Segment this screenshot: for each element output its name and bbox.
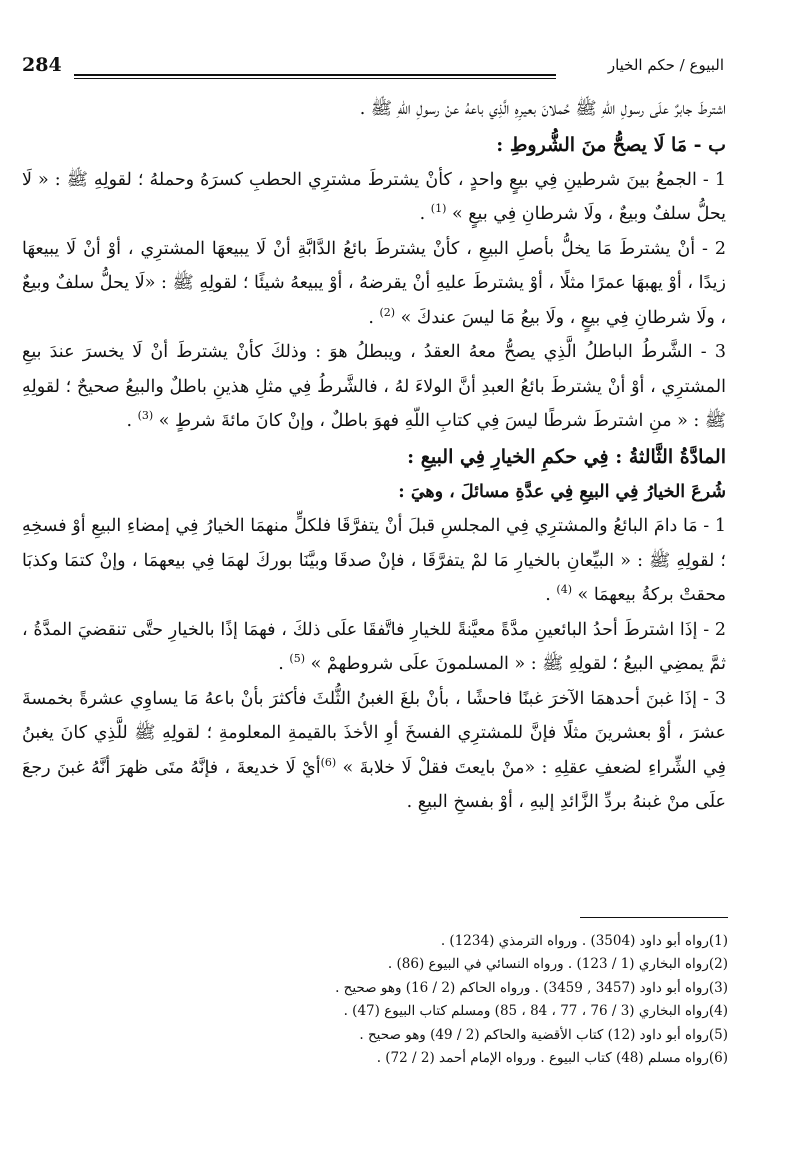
footnote-divider	[580, 917, 728, 918]
paragraph	[22, 682, 726, 820]
footnote-ref: (4)	[556, 583, 572, 597]
page-header	[22, 54, 724, 84]
paragraph: شُرعَ الخيارُ فِي البيعِ فِي عدَّةِ مسائلَ ، وهيَ :	[398, 481, 726, 502]
paragraph: 2 - إذَا اشترطَ أحدُ البائعينِ مدَّةً معيَّنةً للخيارِ فاتَّفقَا علَى ذلكَ ، فهمَا إذًا بالخيارِ حتَّى تنقضيَ المدَّةُ ، ثمَّ يمضِي البيعُ ؛ لقولِهِ ﷺ : « المسلمونَ علَى شروطهمْ » $^{(5)}$ .	[22, 619, 726, 674]
section-heading: المادَّةُ الثَّالثةُ : فِي حكمِ الخيارِ فِي البيعِ :	[407, 445, 726, 468]
footnote-ref: (1)	[430, 202, 447, 216]
footnote: (4)رواه البخاري (3 / 76 ، 77 ، 84 ، 85) ومسلم كتاب البيوع (47) .	[343, 1003, 728, 1020]
paragraph-text: 2 - إذَا اشترطَ أحدُ البائعينِ مدَّةً معيَّنةً للخيارِ فاتَّفقَا علَى ذلكَ ، فهمَا إذًا بالخيارِ حتَّى تنقضيَ المدَّةُ ، ثمَّ يمضِي البيعُ ؛ لقولِهِ ﷺ : « المسلمونَ علَى شروطهمْ »	[22, 619, 726, 674]
paragraph-text: 1 - مَا دامَ البائعُ والمشترِي فِي المجلسِ قبلَ أنْ يتفرَّقَا فلكلٍّ منهمَا الخيارُ فِي إمضاءِ البيعِ أوْ فسخِهِ ؛ لقولِهِ ﷺ : « البيِّعانِ بالخيارِ مَا لمْ يتفرَّقَا ، فإنْ صدقَا وبيَّنَا بوركَ لهمَا فِي بيعهمَا ، وإنْ كتمَا وكذبَا محقتْ بركةُ بيعهمَا »	[22, 516, 726, 605]
paragraph-text: 2 - أنْ يشترطَ مَا يخلُّ بأصلِ البيعِ ، كأنْ يشترطَ بائعُ الدَّابَّةِ أنْ لَا يبيعهَا المشترِي ، أوْ أنْ لَا يبيعهَا زيدًا ، أوْ يهبهَا عمرًا مثلًا ، أوْ يشترطَ عليهِ أنْ يقرضهُ ، أوْ يبيعهُ شيئًا ؛ لقولِهِ ﷺ : «لَا يحلُّ سلفٌ وبيعٌ ، ولَا شرطانِ فِي بيعٍ ، ولَا بيعُ مَا ليسَ عندكَ »	[22, 238, 726, 328]
footnote-ref: (2)	[379, 305, 396, 319]
footnote: (3)رواه أبو داود (3457 , 3459) . ورواه الحاكم (2 / 16) وهو صحيح .	[335, 979, 728, 996]
footnote: (6)رواه مسلم (48) كتاب البيوع . ورواه الإمام أحمد (2 / 72) .	[376, 1050, 728, 1067]
footnote-ref: (3)	[137, 409, 154, 423]
paragraph: 1 - الجمعُ بينَ شرطينِ فِي بيعٍ واحدٍ ، كأنْ يشترطَ مشترِي الحطبِ كسرَهُ وحملهُ ؛ لقولِهِ ﷺ : « لَا يحلُّ سلفٌ وبيعٌ ، ولَا شرطانِ فِي بيعٍ » $^{(1)}$ .	[22, 169, 726, 224]
paragraph: 1 - مَا دامَ البائعُ والمشترِي فِي المجلسِ قبلَ أنْ يتفرَّقَا فلكلٍّ منهمَا الخيارُ فِي إمضاءِ البيعِ أوْ فسخِهِ ؛ لقولِهِ ﷺ : « البيِّعانِ بالخيارِ مَا لمْ يتفرَّقَا ، فإنْ صدقَا وبيَّنَا بوركَ لهمَا فِي بيعهمَا ، وإنْ كتمَا وكذبَا محقتْ بركةُ بيعهمَا » $^{(4)}$ .	[22, 516, 726, 605]
paragraph-text: 3 - الشَّرطُ الباطلُ الَّذِي يصحُّ معهُ العقدُ ، ويبطلُ هوَ : وذلكَ كأنْ يشترطَ أنْ لَا يخسرَ عندَ بيعِ المشترِي ، أوْ أنْ يشترطَ بائعُ العبدِ أنَّ الولاءَ لهُ ، فالشَّرطُ فِي مثلِ هذينِ باطلٌ والبيعُ صحيحٌ ؛ لقولِهِ ﷺ : « منِ اشترطَ شرطًا ليسَ فِي كتابِ اللّهِ فهوَ باطلٌ ، وإنْ كانَ مائةَ شرطٍ »	[22, 342, 726, 431]
paragraph-text: أيْ لَا خديعةَ ، فإنَّهُ متَى ظهرَ أنَّهُ غبنَ رجعَ علَى منْ غبنهُ بردِّ الزَّائدِ إليهِ ، أوْ بفسخِ البيعِ .	[22, 757, 726, 812]
page-number: 284	[22, 54, 62, 76]
paragraph: 3 - الشَّرطُ الباطلُ الَّذِي يصحُّ معهُ العقدُ ، ويبطلُ هوَ : وذلكَ كأنْ يشترطَ أنْ لَا يخسرَ عندَ بيعِ المشترِي ، أوْ أنْ يشترطَ بائعُ العبدِ أنَّ الولاءَ لهُ ، فالشَّرطُ فِي مثلِ هذينِ باطلٌ والبيعُ صحيحٌ ؛ لقولِهِ ﷺ : « منِ اشترطَ شرطًا ليسَ فِي كتابِ اللّهِ فهوَ باطلٌ ، وإنْ كانَ مائةَ شرطٍ » $^{(3)}$ .	[22, 342, 726, 431]
paragraph-text: 1 - الجمعُ بينَ شرطينِ فِي بيعٍ واحدٍ ، كأنْ يشترطَ مشترِي الحطبِ كسرَهُ وحملهُ ؛ لقولِهِ ﷺ : « لَا يحلُّ سلفٌ وبيعٌ ، ولَا شرطانِ فِي بيعٍ »	[22, 169, 726, 224]
header-rule	[74, 74, 556, 79]
footnote: (2)رواه البخاري (1 / 123) . ورواه النسائي في البيوع (86) .	[387, 956, 728, 973]
footnote: (1)رواه أبو داود (3504) . ورواه الترمذي (1234) .	[440, 933, 728, 949]
paragraph: اشترطَ جابرٌ علَى رسولِ اللّهِ ﷺ حُملانَ بعيرِهِ الَّذِي باعهُ عنْ رسولِ اللّهِ ﷺ .	[359, 99, 726, 119]
section-heading: ب - مَا لَا يصحُّ منَ الشُّروطِ :	[496, 133, 726, 156]
paragraph-text: 3 - إذَا غبنَ أحدهمَا الآخرَ غبنًا فاحشًا ، بأنْ بلغَ الغبنُ الثُّلثَ فأكثرَ بأنْ باعهُ مَا يساوِي عشرةً بخمسةَ عشرَ ، أوْ بعشرينَ مثلًا فإنَّ للمشترِي الفسخَ أوِ الأخذَ بالقيمةِ المعلومةِ ؛ لقولِهِ ﷺ للَّذِي كانَ يغبنُ فِي الشِّراءِ لضعفِ عقلِهِ : «منْ بايعتَ فقلْ لَا خلابةَ »	[22, 688, 726, 778]
footnote-ref: (6)	[320, 755, 337, 769]
main-text	[22, 92, 726, 820]
footnote-ref: (5)	[289, 652, 305, 666]
footnote: (5)رواه أبو داود (12) كتاب الأقضية والحاكم (2 / 49) وهو صحيح .	[359, 1026, 728, 1043]
paragraph: 2 - أنْ يشترطَ مَا يخلُّ بأصلِ البيعِ ، كأنْ يشترطَ بائعُ الدَّابَّةِ أنْ لَا يبيعهَا المشترِي ، أوْ أنْ لَا يبيعهَا زيدًا ، أوْ يهبهَا عمرًا مثلًا ، أوْ يشترطَ عليهِ أنْ يقرضهُ ، أوْ يبيعهُ شيئًا ؛ لقولِهِ ﷺ : «لَا يحلُّ سلفٌ وبيعٌ ، ولَا شرطانِ فِي بيعٍ ، ولَا بيعُ مَا ليسَ عندكَ » $^{(2)}$ .	[22, 238, 726, 328]
footnotes	[250, 930, 728, 1070]
running-title: البيوع / حكم الخيار	[607, 56, 724, 74]
